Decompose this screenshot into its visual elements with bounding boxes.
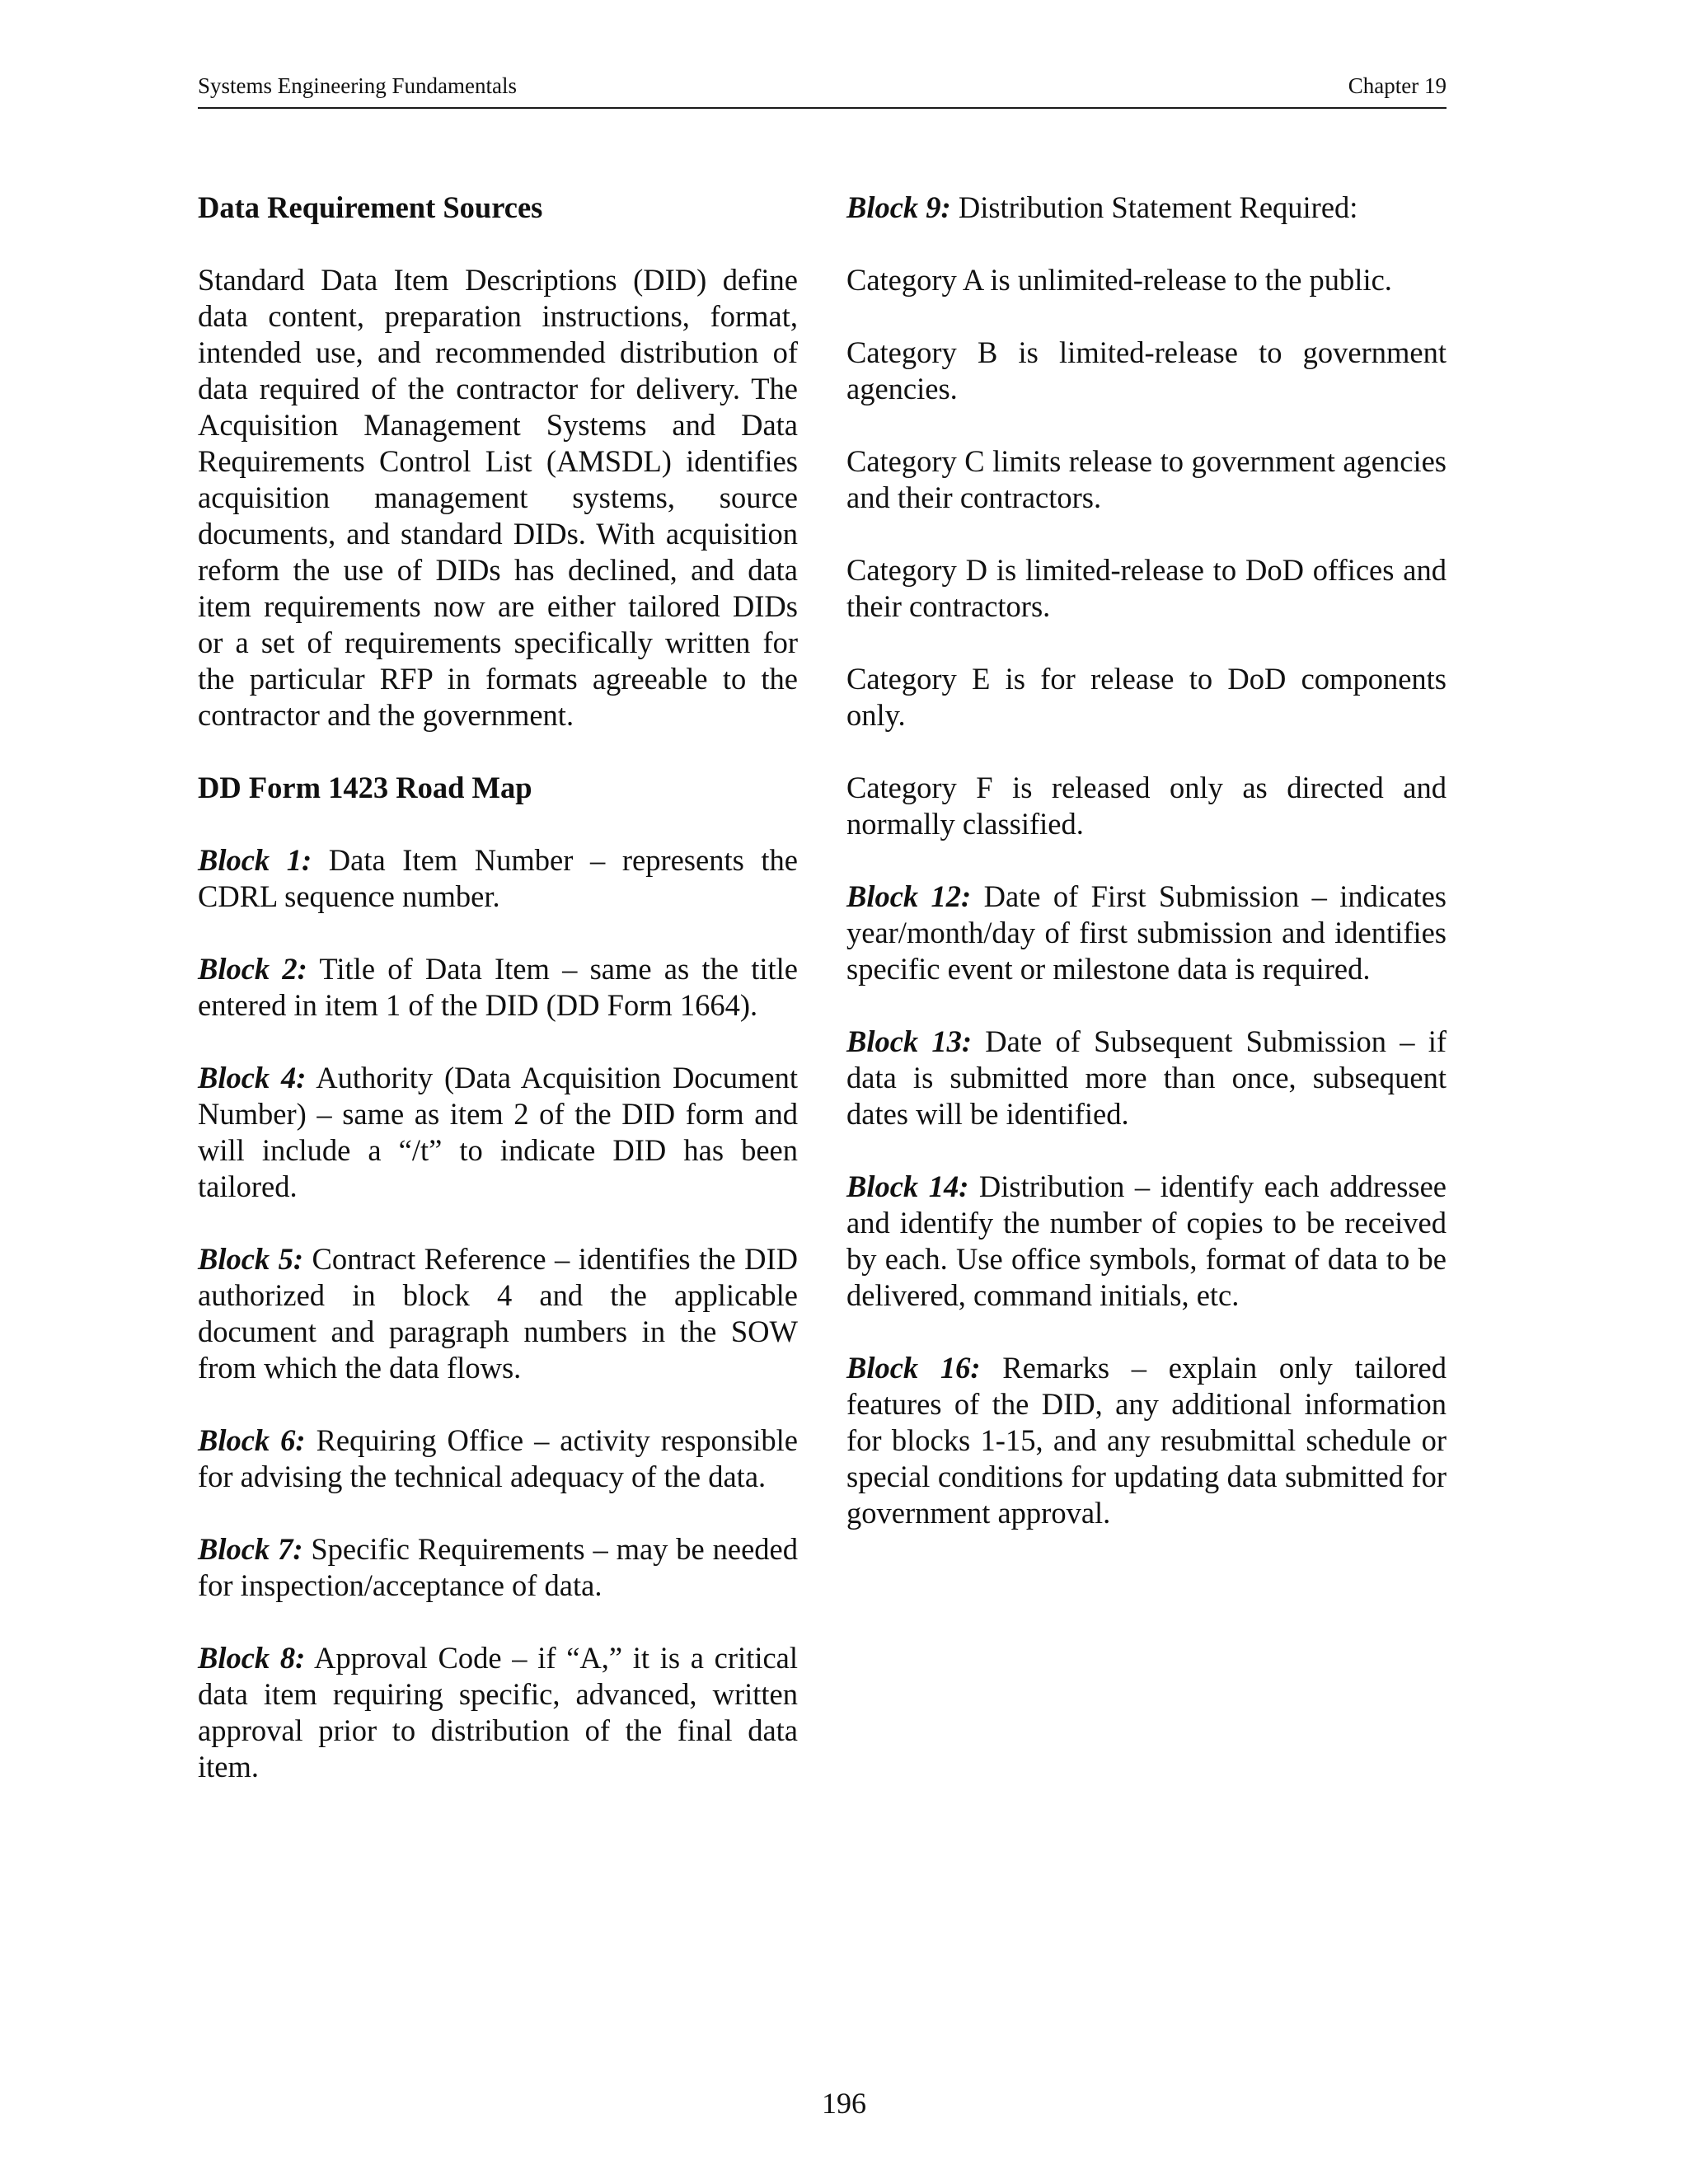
block-text: Date of First Submission – indicates year/month/day of first submission and identifies specific event or milestone data is required. [846, 879, 1447, 986]
block-14-paragraph [846, 1169, 1447, 1314]
block-label: Block 1: [198, 843, 312, 877]
block-12-paragraph [846, 879, 1447, 987]
running-header [198, 71, 1447, 109]
category-b-paragraph: Category B is limited-release to government agencies. [846, 335, 1447, 405]
block-text: Specific Requirements – may be needed for inspection/acceptance of data. [198, 1532, 798, 1602]
block-9-paragraph [846, 190, 1447, 226]
block-label: Block 12: [846, 879, 972, 913]
block-8-paragraph [198, 1640, 798, 1785]
block-text: Data Item Number – represents the CDRL sequence number. [198, 843, 799, 913]
block-label: Block 6: [198, 1423, 306, 1457]
block-label: Block 9: [846, 190, 951, 224]
category-c-paragraph: Category C limits release to government agencies and their contractors. [846, 444, 1447, 514]
block-label: Block 16: [846, 1351, 981, 1385]
page-number: 196 [822, 2087, 866, 2120]
category-f-paragraph: Category F is released only as directed and normally classified. [846, 771, 1447, 841]
block-13-paragraph [846, 1024, 1447, 1132]
block-label: Block 5: [198, 1242, 304, 1276]
block-16-paragraph [846, 1350, 1447, 1531]
section-heading-data-requirement-sources: Data Requirement Sources [198, 190, 543, 224]
block-text: Authority (Data Acquisition Document Number) – same as item 2 of the DID form and will include a “/t” to indicate DID has been tailored. [198, 1061, 798, 1203]
block-text: Requiring Office – activity responsible for advising the technical adequacy of the data. [198, 1423, 798, 1493]
paragraph-data-requirement-sources: Standard Data Item Descriptions (DID) define data content, preparation instructions, format, intended use, and recommended distribution of data required of the contractor for delivery. The Acquisition Management Systems and Data Requirements Control List (AMSDL) identifies acquisition management systems, source documents, and standard DIDs. With acquisition reform the use of DIDs has declined, and data item requirements now are either tailored DIDs or a set of requirements specifically written for the particular RFP in formats agreeable to the contractor and the government. [198, 263, 798, 732]
block-label: Block 13: [846, 1024, 973, 1058]
book-title: Systems Engineering Fundamentals [198, 73, 517, 98]
block-6-paragraph [198, 1422, 798, 1495]
category-d-paragraph: Category D is limited-release to DoD offices and their contractors. [846, 553, 1447, 623]
right-column [846, 190, 1447, 1568]
block-label: Block 7: [198, 1532, 303, 1566]
block-2-paragraph [198, 951, 798, 1024]
block-label: Block 2: [198, 952, 307, 986]
left-column [198, 190, 798, 1821]
block-4-paragraph [198, 1060, 798, 1205]
block-label: Block 14: [846, 1169, 969, 1203]
block-label: Block 8: [198, 1641, 306, 1675]
block-text: Title of Data Item – same as the title entered in item 1 of the DID (DD Form 1664). [198, 952, 798, 1022]
block-label: Block 4: [198, 1061, 307, 1094]
category-e-paragraph: Category E is for release to DoD components only. [846, 662, 1447, 732]
block-7-paragraph [198, 1531, 798, 1604]
section-heading-dd-form-road-map: DD Form 1423 Road Map [198, 771, 532, 804]
block-text: Distribution Statement Required: [950, 190, 1358, 224]
chapter-label: Chapter 19 [1348, 73, 1447, 98]
block-5-paragraph [198, 1241, 798, 1386]
block-text: Date of Subsequent Submission – if data is submitted more than once, subsequent dates will be identified. [846, 1024, 1447, 1131]
block-text: Contract Reference – identifies the DID authorized in block 4 and the applicable document and paragraph numbers in the SOW from which the data flows. [198, 1242, 798, 1385]
block-text: Remarks – explain only tailored features of the DID, any additional information for blocks 1-15, and any resubmittal schedule or special conditions for updating data submitted for government approval. [846, 1351, 1447, 1530]
category-a-paragraph: Category A is unlimited-release to the public. [846, 263, 1392, 297]
block-text: Approval Code – if “A,” it is a critical data item requiring specific, advanced, written approval prior to distribution of the final data item. [198, 1641, 799, 1783]
block-1-paragraph [198, 842, 798, 915]
block-text: Distribution – identify each addressee and identify the number of copies to be received by each. Use office symbols, format of data to be delivered, command initials, etc. [846, 1169, 1447, 1312]
